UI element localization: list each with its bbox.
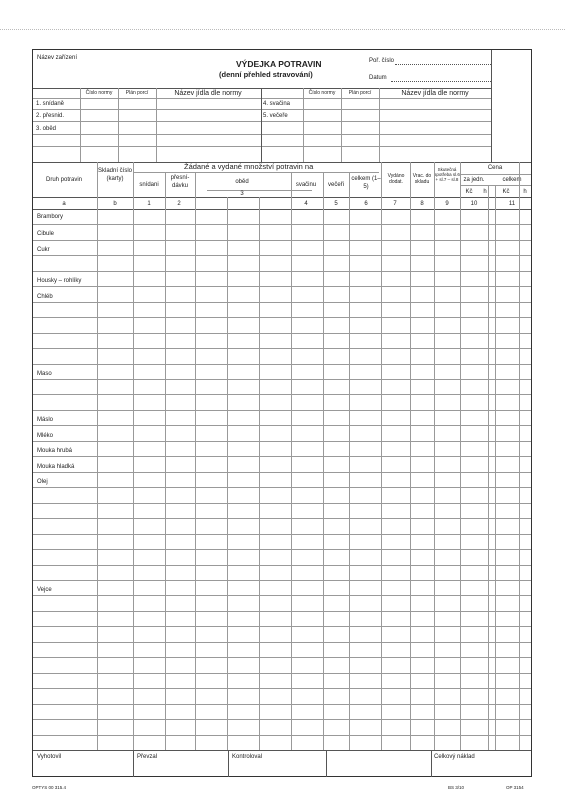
col-total-h: h [523,189,527,195]
colnum-9: 9 [445,201,449,207]
colnum-6: 6 [364,201,368,207]
form-subtitle: (denní přehled stravování) [219,70,313,79]
food-issue-form [32,49,532,777]
table-col-line [519,162,520,750]
col-norm-no-left: Číslo normy [85,90,113,96]
table-row-line [33,688,531,689]
table-row-line [33,503,531,504]
col-portion-plan-right: Plán porcí [348,90,372,96]
table-col-line [133,162,134,750]
table-col-line [259,197,260,750]
colnum-4: 4 [304,201,308,207]
colnum-2: 2 [177,201,181,207]
table-row-line [33,518,531,519]
table-row-line [33,286,531,287]
col-price: Cena [487,165,503,171]
food-milk: Mléko [37,433,54,439]
colnum-a: a [62,201,66,207]
total-cost-label: Celkový náklad [434,754,475,760]
col-unit-price-h: h [483,189,487,195]
table-col-line [291,197,292,750]
col-breakfast: snídani [139,182,159,188]
colnum-7: 7 [393,201,397,207]
food-onions: Cibule [37,231,55,237]
table-row-line [33,302,531,303]
table-row-line [33,456,531,457]
table-row-line [33,534,531,535]
food-eggs: Vejce [37,587,52,593]
meal-morning-snack: 2. přesnid. [36,113,65,119]
table-col-line [434,162,435,750]
footer-left: OPTYS 00 315.4 [32,785,67,790]
col-dish-name-left: Název jídla dle normy [174,90,242,97]
colnum-1: 1 [147,201,151,207]
table-col-line [495,185,496,750]
header-col-line [195,172,196,197]
table-row-line [33,317,531,318]
col-dinner: večeři [327,182,345,188]
table-row-line [33,719,531,720]
top-dotted-separator [0,29,565,30]
col-unit-price-kc: Kč [465,189,473,195]
colnum-5: 5 [334,201,338,207]
food-coarse-flour: Mouka hrubá [37,448,73,454]
table-row-line [33,472,531,473]
table-row-line [33,549,531,550]
table-row-line [33,657,531,658]
table-col-line [227,197,228,750]
form-title: VÝDEJKA POTRAVIN [236,59,322,69]
col-afternoon-snack: svačinu [295,182,317,188]
header-col-line [349,172,350,197]
col-requested-header: Žádané a vydané množství potravin na [184,162,314,171]
table-row-line [33,364,531,365]
date-field[interactable] [391,81,491,82]
col-total-kc: Kč [502,189,510,195]
col-morning-snack: přesní-dávku [170,175,190,189]
colnum-10: 10 [470,201,478,207]
table-col-line [460,162,461,750]
colnum-b: b [113,201,117,207]
facility-name-label: Název zařízení [37,55,78,61]
colnum-11: 11 [508,201,516,207]
table-row-line [33,240,531,241]
header-col-line [165,172,166,197]
meal-afternoon-snack: 4. svačina [263,101,291,107]
table-row-line [33,255,531,256]
food-butter: Máslo [37,417,54,423]
item-number-field[interactable] [395,64,491,65]
table-row-line [33,348,531,349]
col-unit-price: za jedn. [463,177,485,183]
food-potatoes: Brambory [37,214,64,220]
col-total: celkem (1–5) [351,176,381,190]
colnum-3: 3 [240,191,244,197]
table-row-line [33,487,531,488]
table-row-line [33,626,531,627]
table-row-line [33,410,531,411]
table-col-line [488,185,489,750]
col-issued: Vydáno dodat. [387,173,405,185]
table-col-line [349,197,350,750]
table-col-line [410,162,411,750]
col-price-total: celkem [502,177,522,183]
checked-by-label: Kontroloval [232,754,263,760]
prepared-by-label: Vyhotovil [37,754,62,760]
table-row-line [33,224,531,225]
food-meat: Maso [37,371,52,377]
table-col-line [195,197,196,750]
meal-lunch: 3. oběd [36,126,57,132]
meal-dinner: 5. večeře [263,113,288,119]
colnum-8: 8 [420,201,424,207]
table-row-line [33,611,531,612]
col-actual-consumption: Skutečná spotřeba sl.6 + sl.7 – sl.8 [434,167,460,183]
table-row-line [33,425,531,426]
col-lunch: oběd [235,179,249,185]
table-row-line [33,271,531,272]
food-fine-flour: Mouka hladká [37,464,75,470]
table-row-line [33,642,531,643]
table-row-line [33,673,531,674]
food-sugar: Cukr [37,247,50,253]
meal-breakfast: 1. snídaně [36,101,65,107]
table-row-line [33,565,531,566]
table-row-line [33,333,531,334]
table-row-line [33,580,531,581]
col-portion-plan-left: Plán porcí [125,90,149,96]
table-col-line [165,197,166,750]
table-col-line [381,162,382,750]
date-label: Datum [369,75,387,81]
col-dish-name-right: Název jídla dle normy [401,90,469,97]
footer-mid: BS 3/10 [448,785,465,790]
item-number-label: Poř. číslo [369,58,395,64]
header-col-line [291,172,292,197]
table-row-line [33,735,531,736]
table-row-line [33,595,531,596]
footer-right: OP 3154 [506,785,524,790]
table-col-line [97,162,98,750]
col-stock-no: Skladní číslo (karty) [97,168,133,182]
table-col-line [323,197,324,750]
header-col-line [323,172,324,197]
food-rolls: Housky – rohlíky [37,278,82,284]
table-row-line [33,379,531,380]
col-norm-no-right: Číslo normy [308,90,336,96]
food-oil: Olej [37,479,48,485]
col-food-type: Druh potravin [45,177,83,183]
food-bread: Chléb [37,294,53,300]
table-row-line [33,394,531,395]
received-by-label: Převzal [137,754,158,760]
table-row-line [33,441,531,442]
col-returned: Vrac. do skladu [412,173,432,185]
table-row-line [33,704,531,705]
